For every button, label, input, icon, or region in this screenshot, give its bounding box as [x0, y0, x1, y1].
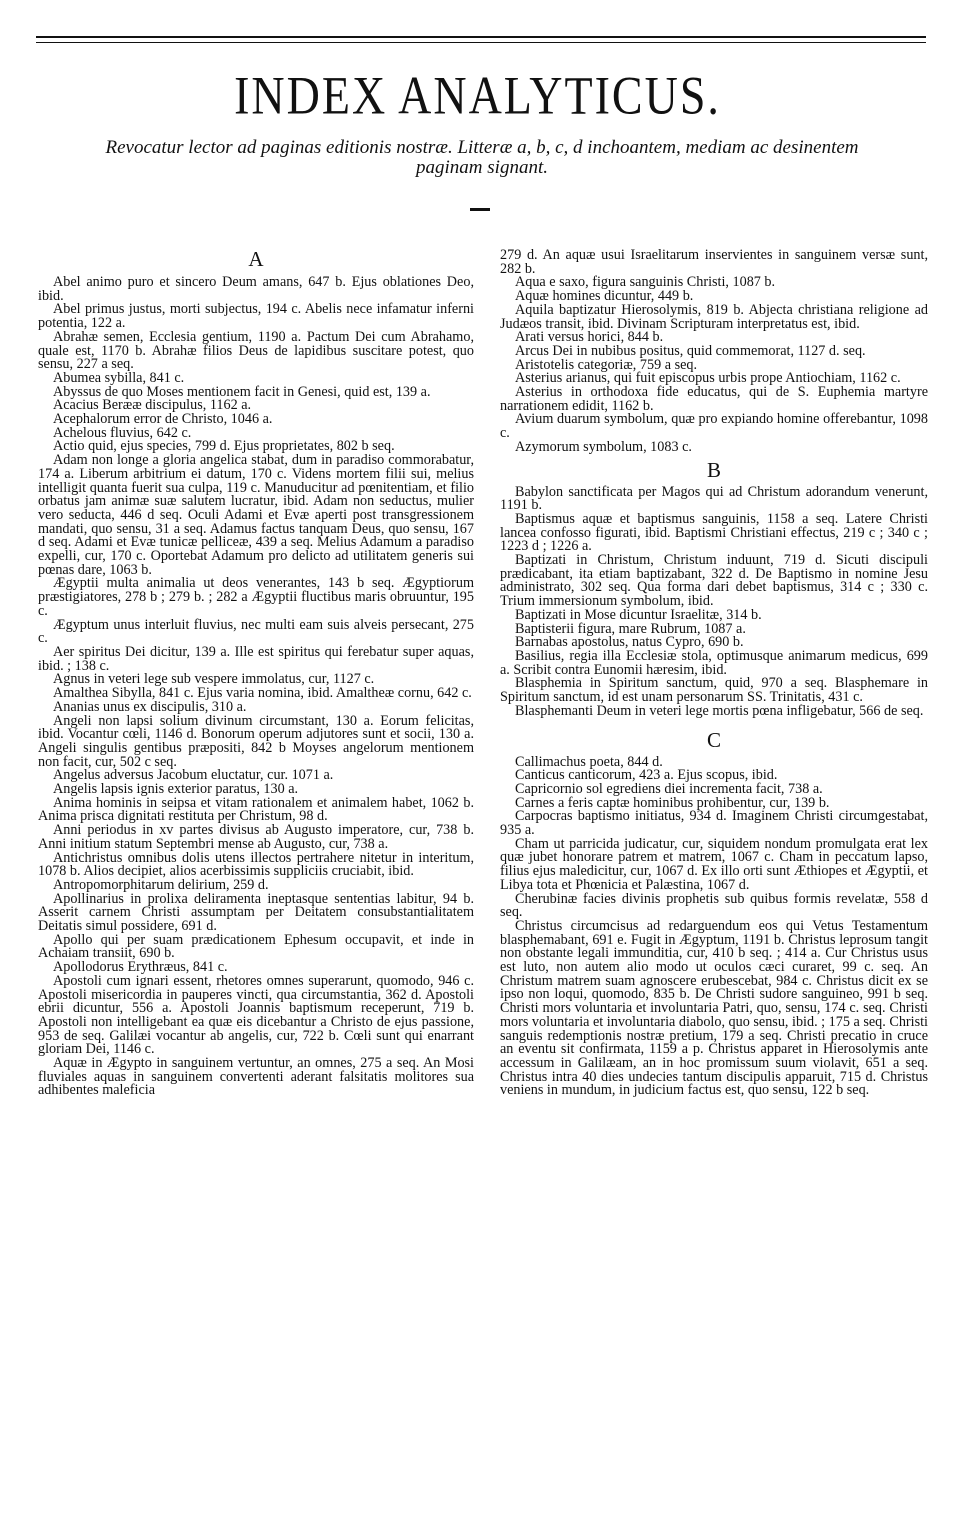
index-entry: Cherubinæ facies divinis prophetis sub quibus formis revelatæ, 558 d seq. [500, 890, 928, 921]
index-entry: Angelis lapsis ignis exterior paratus, 130 a. [53, 781, 299, 798]
section-heading-a: A [248, 247, 264, 271]
index-entry: Callimachus poeta, 844 d. [515, 753, 663, 770]
index-entry: Abumea sybilla, 841 c. [53, 369, 185, 386]
index-entry: Antropomorphitarum delirium, 259 d. [53, 876, 269, 893]
index-entry: Baptisterii figura, mare Rubrum, 1087 a. [515, 620, 746, 637]
index-entry: Aquæ homines dicuntur, 449 b. [515, 288, 694, 305]
index-entry: Anni periodus in xv partes divisus ab Augusto imperatore, cur, 738 b. Anni initium statum Septembri mense ab Augusto, cur, 738 a. [38, 822, 474, 852]
index-entry: Arati versus horici, 844 b. [515, 329, 664, 346]
index-entry: Baptismus aquæ et baptismus sanguinis, 1158 a seq. Latere Christi lancea confosso figurati, ibid. Baptismi Christiani effectus, 219 c ; 340 c ; 1223 d ; 1226 a. [500, 510, 928, 555]
index-entry: Apollodorus Erythræus, 841 c. [53, 959, 228, 976]
index-entry: Abel primus justus, morti subjectus, 194 c. Abelis nece infamatur inferni potentia, 122 a. [38, 301, 474, 332]
index-entry: Asterius in orthodoxa fide educatus, qui de S. Euphemia martyre narrationem edidit, 1162 b. [500, 384, 928, 414]
index-entry: Abyssus de quo Moses mentionem facit in Genesi, quid est, 139 a. [53, 383, 431, 400]
index-entry: Blasphemia in Spiritum sanctum, quid, 970 a seq. Blasphemare in Spiritum sanctum, id est unam personarum SS. Trinitatis, 431 c. [500, 675, 928, 706]
index-entry: Abel animo puro et sincero Deum amans, 647 b. Ejus oblationes Deo, ibid. [38, 274, 474, 304]
left-column [38, 248, 474, 1098]
index-entry: Aer spiritus Dei dicitur, 139 a. Ille est spiritus qui ferebatur super aquas, ibid. ; 138 c. [38, 643, 474, 674]
index-entry: Aquila baptizatur Hierosolymis, 819 b. Abjecta christiana religione ad Judæos transit, ibid. Divinam Scripturam interpretatus est, ibid. [500, 301, 928, 332]
index-entry: Actio quid, ejus species, 799 d. Ejus proprietates, 802 b seq. [53, 438, 395, 455]
header-rule [36, 36, 926, 38]
index-entry: Aquæ in Ægypto in sanguinem vertuntur, an omnes, 275 a seq. An Mosi fluviales aquas in sanguinem convertenti aderant falsitatis molitores sua adhibentes maleficia [38, 1055, 474, 1099]
index-entry: Agnus in veteri lege sub vespere immolatus, cur, 1127 c. [53, 671, 375, 688]
index-entry: Anima hominis in seipsa et vitam rationalem et animalem habet, 1062 b. Anima prisca dignitati restituta per Christum, 98 d. [38, 794, 474, 825]
index-entry: Barnabas apostolus, natus Cypro, 690 b. [515, 634, 744, 651]
index-entry: Apollo qui per suam prædicationem Ephesum occupavit, et inde in Achaiam transiit, 690 b. [38, 931, 474, 962]
index-entry: Ægyptii multa animalia ut deos venerantes, 143 b seq. Ægyptiorum præstigiatores, 278 b ; 279 b. ; 282 a Ægyptii fluctibus maris obruuntur, 195 c. [38, 575, 474, 619]
index-entry: Angeli non lapsi solium divinum circumstant, 130 a. Eorum felicitas, ibid. Vocantur cœli, 1146 d. Bonorum operum adjutores sunt et socii, 130 a. Angeli singulis gentibus præpositi, 842 b Moyses angelorum mentionem non facit, cur, 502 c seq. [38, 712, 474, 770]
subtitle-line-2: paginam signant. [416, 157, 548, 178]
index-entry: Acacius Berææ discipulus, 1162 a. [53, 397, 252, 414]
index-entry: Arcus Dei in nubibus positus, quid commemorat, 1127 d. seq. [515, 342, 866, 359]
index-entry: Adam non longe a gloria angelica stabat, dum in paradiso commorabatur, 174 a. Liberum arbitrium ei datum, 170 c. Videns mortem filii sui, melius intelligit quanta fuerit sua culpa, 119 c. Manuducitur ad pœnitentiam, et filio orbatus jam animæ suæ salutem lucratur, ibid. Adam non seductus, mulier vero seducta, 446 d seq. Oculi Adami et Evæ aperti post transgressionem mandati, quo sensu, 31 a seq. Adamus factus tanquam Deus, quo sensu, 167 d seq. Adami et Evæ tunicæ pelliceæ, 439 a seq. Melius Adamum a paradiso expelli, cur, 170 c. Oportebat Adamum pro delicto ad utilitatem generis sui pœnas dare, 1063 b. [38, 452, 474, 578]
index-entry: Blasphemanti Deum in veteri lege mortis pœna infligebatur, 566 de seq. [515, 702, 924, 719]
index-entry: Babylon sanctificata per Magos qui ad Christum adorandum venerunt, 1191 b. [500, 483, 928, 514]
index-entry: Asterius arianus, qui fuit episcopus urbis prope Antiochiam, 1162 c. [515, 370, 901, 387]
index-entry: Ægyptum unus interluit fluvius, nec multi eam suis alveis persecant, 275 c. [38, 616, 474, 647]
right-column [500, 249, 928, 1098]
index-entry: Aristotelis categoriæ, 759 a seq. [515, 356, 698, 373]
right-entries-a [500, 276, 928, 454]
index-entry: Carnes a feris captæ hominibus prohibentur, cur, 139 b. [515, 794, 830, 811]
index-entry: Acephalorum error de Christo, 1046 a. [53, 411, 273, 428]
header-rule-thin [36, 42, 926, 43]
index-entry: Apostoli cum ignari essent, rhetores omnes superarunt, quomodo, 946 c. Apostoli misericordia in pauperes vincti, qua circumstantia, 362 d. Apostoli ebrii dicuntur, 556 a. Apostoli Joannis baptismum receperunt, 719 b. Apostoli non intelligebant ea quæ eis dicebantur a Christo de ejus passione, 953 de seq. Galilæi vocantur ab angelis, cur, 722 b. Cœli sunt qui enarrant gloriam Dei, 1146 c. [38, 972, 474, 1058]
index-entry: Christus circumcisus ad redarguendum eos qui Vetus Testamentum blasphemabant, 691 e. Fugit in Ægyptum, 1191 b. Christus leprosum tangit non obstante legali immunditia, cur, 410 b seq. ; 414 a. Cur Christus usus est luto, non autem alio modo ut oculos cæci curaret, 99 c. seq. An Christum matrem suam agnoscere erubescebat, 984 c. Christus dicit ex se ipso non loqui, quomodo, 835 b. De Christi sudore sanguineo, 991 b seq. Christi mors voluntaria et involuntaria Patri, quo, sensu, 174 c. seq. Christi mors voluntaria et involuntaria diabolo, quo sensu, ibid. ; 175 a seq. Christi sanguis redemptionis nostræ pretium, 179 a seq. Christi precatio in cruce an eventu sit confirmata, 1159 a p. Christus apparet in Hierosolymis ante accessum in Galilæam, an in hoc promissum suum violavit, 651 a seq. Christus intra 40 dies undecies tantum discipulis apparuit, 715 d. Christus veniens in mundum, in judicium factus est, quo sensu, 122 b seq. [500, 917, 928, 1099]
continuation-entry: 279 d. An aquæ usui Israelitarum inservientes in sanguinem versæ sunt, 282 b. [500, 247, 928, 277]
index-entry: Aqua e saxo, figura sanguinis Christi, 1087 b. [515, 274, 776, 291]
index-entry: Carpocras baptismo initiatus, 934 d. Imaginem Christi circumgestabat, 935 a. [500, 808, 928, 839]
right-entries-b [500, 483, 928, 719]
subtitle-line-1: Revocatur lector ad paginas editionis nostræ. Litteræ a, b, c, d inchoantem, mediam ac desinentem [105, 137, 859, 158]
index-entry: Capricornio sol egrediens diei incrementa facit, 738 a. [515, 780, 823, 797]
index-entry: Abrahæ semen, Ecclesia gentium, 1190 a. Pactum Dei cum Abrahamo, quale est, 1170 b. Abrahæ filios Deus de lapidibus suscitare potest, quo sensu, 227 a seq. [38, 328, 474, 373]
index-entry: Cham ut parricida judicatur, cur, siquidem nondum promulgata erat lex quæ jubet honorare patrem et matrem, 1067 c. Cham in peccatum lapso, filius ejus maledicitur, cur, 1067 d. Ex illo orti sunt Æthiopes et Ægyptii, et Libya tota et Phœnicia et Palæstina, 1067 d. [500, 835, 928, 893]
index-entry: Avium duarum symbolum, quæ pro expiando homine offerebantur, 1098 c. [500, 411, 928, 442]
section-heading-c: C [706, 727, 721, 752]
subtitle [38, 138, 926, 178]
page-title: INDEX ANALYTICUS. [234, 65, 721, 126]
right-entries-c [500, 753, 928, 1099]
index-entry: Basilius, regia illa Ecclesiæ stola, optimusque animarum medicus, 699 a. Scribit contra Eunomii hæresim, ibid. [500, 647, 928, 678]
index-entry: Amalthea Sibylla, 841 c. Ejus varia nomina, ibid. Amaltheæ cornu, 642 c. [53, 685, 472, 702]
section-heading-b: B [706, 457, 721, 482]
index-entry: Ananias unus ex discipulis, 310 a. [53, 698, 247, 715]
index-entry: Canticus canticorum, 423 a. Ejus scopus, ibid. [515, 767, 778, 784]
index-entry: Baptizati in Christum, Christum induunt, 719 d. Sicuti discipuli prædicabant, ita etiam baptizabant, 322 d. De Baptismo in nomine Jesu administrato, 302 seq. Qua forma dari debet baptismus, 314 c ; 330 c. Trium immersionum symbolum, ibid. [500, 552, 928, 610]
index-entry: Angelus adversus Jacobum eluctatur, cur. 1071 a. [53, 767, 334, 784]
index-entry: Antichristus omnibus dolis utens illectos pertrahere nitetur in interitum, 1078 b. Alios decipiet, alios acerbissimis suppliciis cruciabit, ibid. [38, 849, 474, 880]
index-entry: Apollinarius in prolixa deliramenta ineptasque sententias labitur, 94 b. Asserit carnem Christi assumptam per Deitatem consubstantialitatem Deitatis simul possidere, 691 d. [38, 890, 474, 935]
left-entries [38, 276, 474, 1098]
index-entry: Baptizati in Mose dicuntur Israelitæ, 314 b. [515, 606, 762, 623]
index-entry: Azymorum symbolum, 1083 c. [515, 438, 692, 455]
separator-dash [470, 208, 490, 211]
index-entry: Achelous fluvius, 642 c. [53, 424, 192, 441]
spacer [500, 719, 928, 725]
